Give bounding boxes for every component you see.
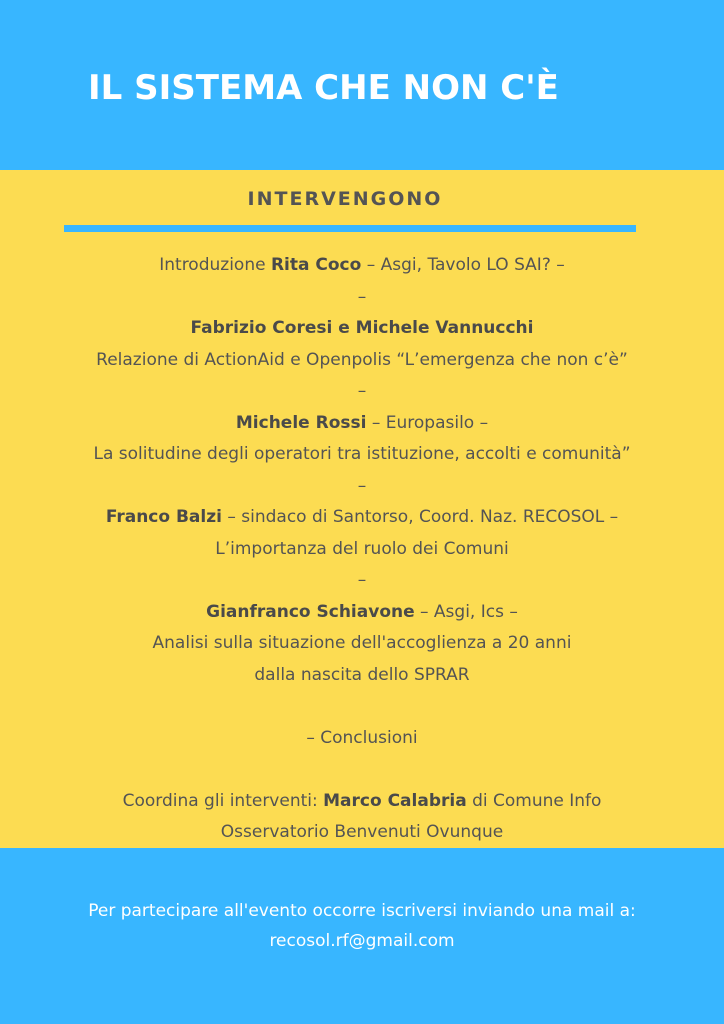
page-title: IL SISTEMA CHE NON C'È: [88, 68, 559, 108]
spacer: [0, 754, 724, 786]
speaker-line: Franco Balzi – sindaco di Santorso, Coord. Naz. RECOSOL –: [105, 507, 619, 527]
moderator-org: Osservatorio Benvenuti Ovunque: [220, 822, 504, 842]
speaker-name: Franco Balzi: [105, 507, 222, 527]
contact-email: recosol.rf@gmail.com: [269, 931, 455, 951]
registration-text: Per partecipare all'evento occorre iscriversi inviando una mail a:: [88, 901, 636, 921]
speaker-name: Gianfranco Schiavone: [206, 601, 415, 622]
speaker-name: Fabrizio Coresi e Michele Vannucchi: [190, 318, 534, 338]
separator: –: [357, 286, 367, 307]
footer-banner: [0, 848, 724, 1024]
moderator-name: Marco Calabria: [323, 790, 467, 811]
talk-description: L’importanza del ruolo dei Comuni: [215, 538, 509, 559]
intro-line: Introduzione Rita Coco – Asgi, Tavolo LO SAI? –: [159, 255, 565, 275]
speaker-line: Gianfranco Schiavone – Asgi, Ics –: [206, 601, 518, 622]
heading-divider: [64, 225, 636, 232]
header-banner: [0, 0, 724, 170]
separator: –: [357, 570, 367, 590]
conclusion-line: – Conclusioni: [306, 727, 418, 748]
speaker-name: Rita Coco: [270, 255, 362, 275]
talk-description: dalla nascita dello SPRAR: [254, 664, 470, 685]
talk-description: Relazione di ActionAid e Openpolis “L’emergenza che non c’è”: [96, 349, 628, 370]
talk-description: Analisi sulla situazione dell'accoglienza a 20 anni: [152, 633, 572, 653]
moderator-line: Coordina gli interventi: Marco Calabria di Comune Info: [122, 790, 602, 811]
separator: –: [357, 381, 367, 401]
speaker-name: Michele Rossi: [235, 412, 367, 433]
separator: –: [357, 475, 367, 496]
program-section: [0, 170, 724, 848]
registration-info: [0, 896, 724, 956]
section-heading: INTERVENGONO: [247, 188, 443, 210]
talk-description: La solitudine degli operatori tra istituzione, accolti e comunità”: [93, 444, 631, 464]
speaker-list: [0, 250, 724, 849]
speaker-line: Michele Rossi – Europasilo –: [235, 412, 489, 433]
spacer: [0, 691, 724, 723]
